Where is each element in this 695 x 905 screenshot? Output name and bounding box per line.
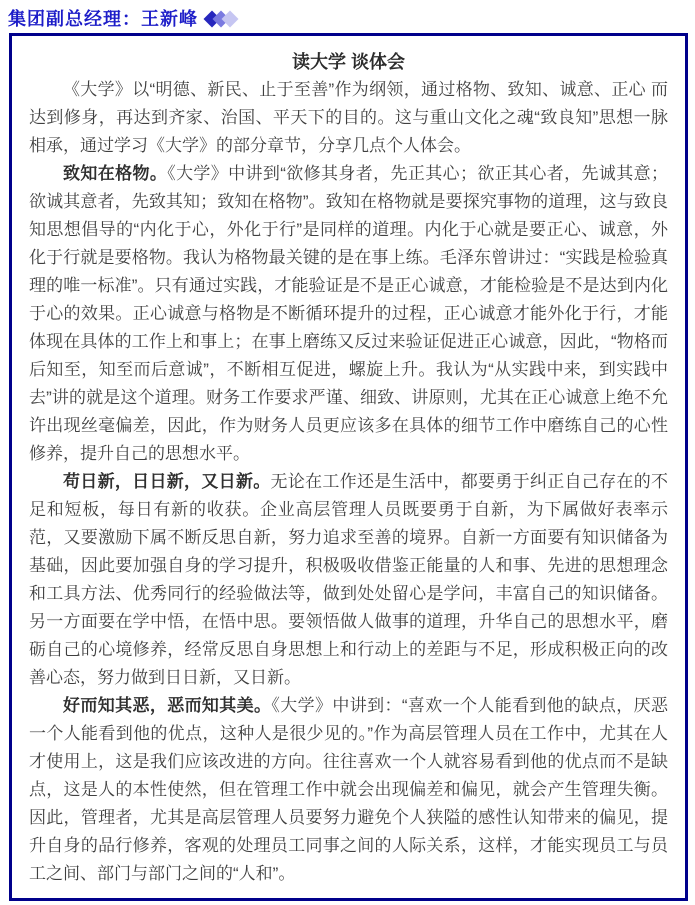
paragraph-lead: 苟日新，日日新，又日新。 bbox=[63, 472, 271, 491]
article-container bbox=[9, 33, 688, 901]
paragraph-text: 《大学》中讲到：“喜欢一个人能看到他的缺点，厌恶一个人能看到他的优点，这种人是很少见的。”作为高层管理人员在工作中，尤其在人才使用上，这是我们应该改进的方向。往往喜欢一个人就容易看到他的优点而不是缺点，这是人的本性使然，但在管理工作中就会出现偏差和偏见，就会产生管理失衡。因此，管理者，尤其是高层管理人员要努力避免个人狭隘的感性认知带来的偏见，提升自身的品行修养，客观的处理员工同事之间的人际关系，这样，才能实现员工与员工之间、部门与部门之间的“人和”。 bbox=[29, 696, 668, 883]
paragraph bbox=[29, 468, 668, 692]
page-header bbox=[0, 0, 695, 33]
article-body bbox=[29, 76, 668, 888]
paragraph-lead: 致知在格物。 bbox=[63, 164, 168, 183]
paragraph bbox=[29, 76, 668, 160]
diamond-decoration bbox=[206, 13, 236, 25]
paragraph-text: 无论在工作还是生活中，都要勇于纠正自己存在的不足和短板，每日有新的收获。企业高层管理人员既要勇于自新，为下属做好表率示范，又要激励下属不断反思自新，努力追求至善的境界。自新一方面要有知识储备为基础，因此要加强自身的学习提升，积极吸收借鉴正能量的人和事、先进的思想理念和工具方法、优秀同行的经验做法等，做到处处留心是学问，丰富自己的知识储备。另一方面要在学中悟，在悟中思。要领悟做人做事的道理，升华自己的思想水平，磨砺自己的心境修养，经常反思自身思想上和行动上的差距与不足，形成积极正向的改善心态，努力做到日日新，又日新。 bbox=[29, 472, 669, 687]
article-title: 读大学 谈体会 bbox=[291, 52, 405, 72]
header-title: 集团副总经理：王新峰 bbox=[8, 9, 198, 29]
paragraph bbox=[29, 160, 668, 468]
paragraph-text: 《大学》中讲到“欲修其身者，先正其心；欲正其心者，先诚其意；欲诚其意者，先致其知；致知在格物”。致知在格物就是要探究事物的道理，这与致良知思想倡导的“内化于心，外化于行”是同样的道理。内化于心就是要正心、诚意，外化于行就是要格物。我认为格物最关键的是在事上练。毛泽东曾讲过：“实践是检验真理的唯一标准”。只有通过实践，才能验证是不是正心诚意，才能检验是不是达到内化于心的效果。正心诚意与格物是不断循环提升的过程，正心诚意才能外化于行，才能体现在具体的工作上和事上；在事上磨练又反过来验证促进正心诚意，因此，“物格而后知至，知至而后意诚”，不断相互促进，螺旋上升。我认为“从实践中来，到实践中去”讲的就是这个道理。财务工作要求严谨、细致、讲原则，尤其在正心诚意上绝不允许出现丝毫偏差，因此，作为财务人员更应该多在具体的细节工作中磨练自己的心性修养，提升自己的思想水平。 bbox=[29, 164, 668, 463]
paragraph-text: 《大学》以“明德、新民、止于至善”作为纲领，通过格物、致知、诚意、正心 而达到修身，再达到齐家、治国、平天下的目的。这与重山文化之魂“致良知”思想一脉相承，通过学习《大学》的部分章节，分享几点个人体会。 bbox=[29, 80, 668, 155]
paragraph-lead: 好而知其恶，恶而知其美。 bbox=[63, 696, 272, 715]
paragraph bbox=[29, 692, 668, 888]
